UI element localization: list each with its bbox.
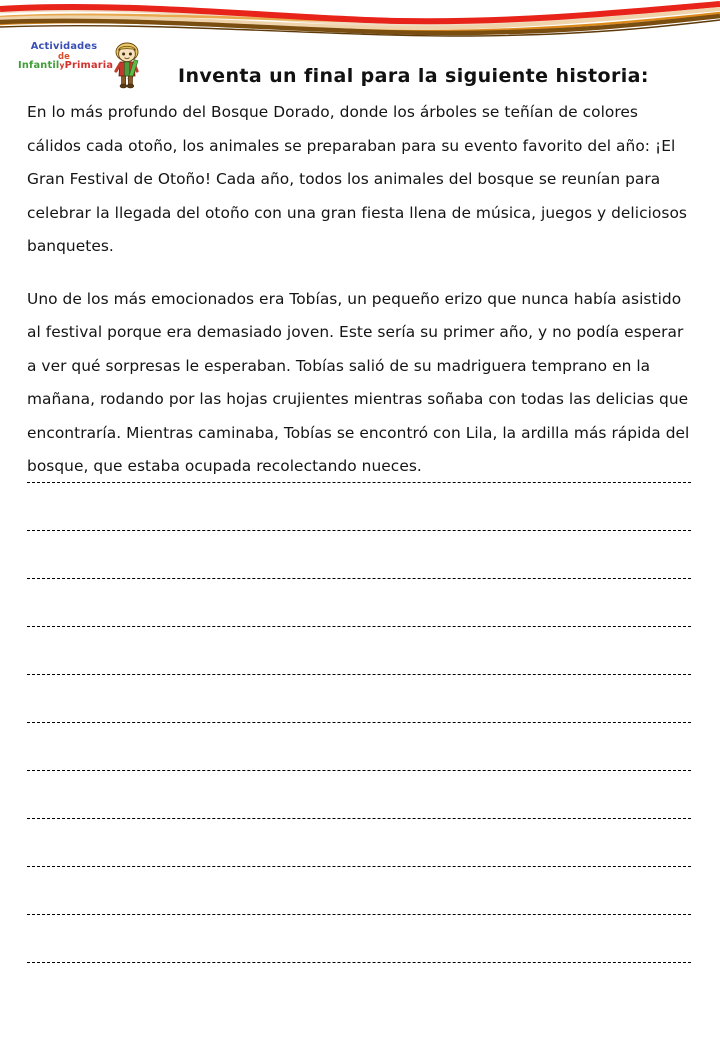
answer-line[interactable] bbox=[27, 898, 691, 946]
answer-line[interactable] bbox=[27, 802, 691, 850]
logo-line-de: de bbox=[57, 50, 71, 61]
logo-word-primaria: Primaria bbox=[64, 59, 114, 71]
answer-line[interactable] bbox=[27, 514, 691, 562]
answer-line[interactable] bbox=[27, 562, 691, 610]
logo-wordmark bbox=[18, 41, 114, 71]
story-paragraph-1: En lo más profundo del Bosque Dorado, donde los árboles se teñían de colores cálidos cada otoño, los animales se preparaban para su evento favorito del año: ¡El Gran Festival de Otoño! Cada año, todos los animales del bosque se reunían para celebrar la llegada del otoño con una gran fiesta llena de música, juegos y deliciosos banquetes. bbox=[27, 103, 687, 255]
mascot-child-with-pencil-icon bbox=[106, 40, 148, 90]
logo-word-infantil: Infantil bbox=[18, 59, 60, 71]
answer-line[interactable] bbox=[27, 466, 691, 514]
answer-line[interactable] bbox=[27, 946, 691, 994]
wave-banner bbox=[0, 0, 720, 42]
site-logo bbox=[18, 42, 148, 90]
story-paragraph-2: Uno de los más emocionados era Tobías, un pequeño erizo que nunca había asistido al festival porque era demasiado joven. Este sería su primer año, y no podía esperar a ver qué sorpresas le esperaban. Tobías salió de su madriguera temprano en la mañana, rodando por las hojas crujientes mientras soñaba con todas las delicias que encontraría. Mientras caminaba, Tobías se encontró con Lila, la ardilla más rápida del bosque, que estaba ocupada recolectando nueces. bbox=[27, 289, 690, 475]
page-title: Inventa un final para la siguiente historia: bbox=[178, 64, 649, 87]
story-text bbox=[27, 96, 693, 503]
worksheet-header bbox=[0, 40, 720, 92]
answer-line[interactable] bbox=[27, 850, 691, 898]
logo-line-actividades: Actividades bbox=[30, 41, 98, 52]
answer-lines-area[interactable] bbox=[27, 466, 691, 994]
logo-line-infantil-primaria bbox=[18, 59, 114, 71]
answer-line[interactable] bbox=[27, 706, 691, 754]
answer-line[interactable] bbox=[27, 658, 691, 706]
logo-word-y: y bbox=[59, 60, 65, 70]
answer-line[interactable] bbox=[27, 754, 691, 802]
answer-line[interactable] bbox=[27, 610, 691, 658]
